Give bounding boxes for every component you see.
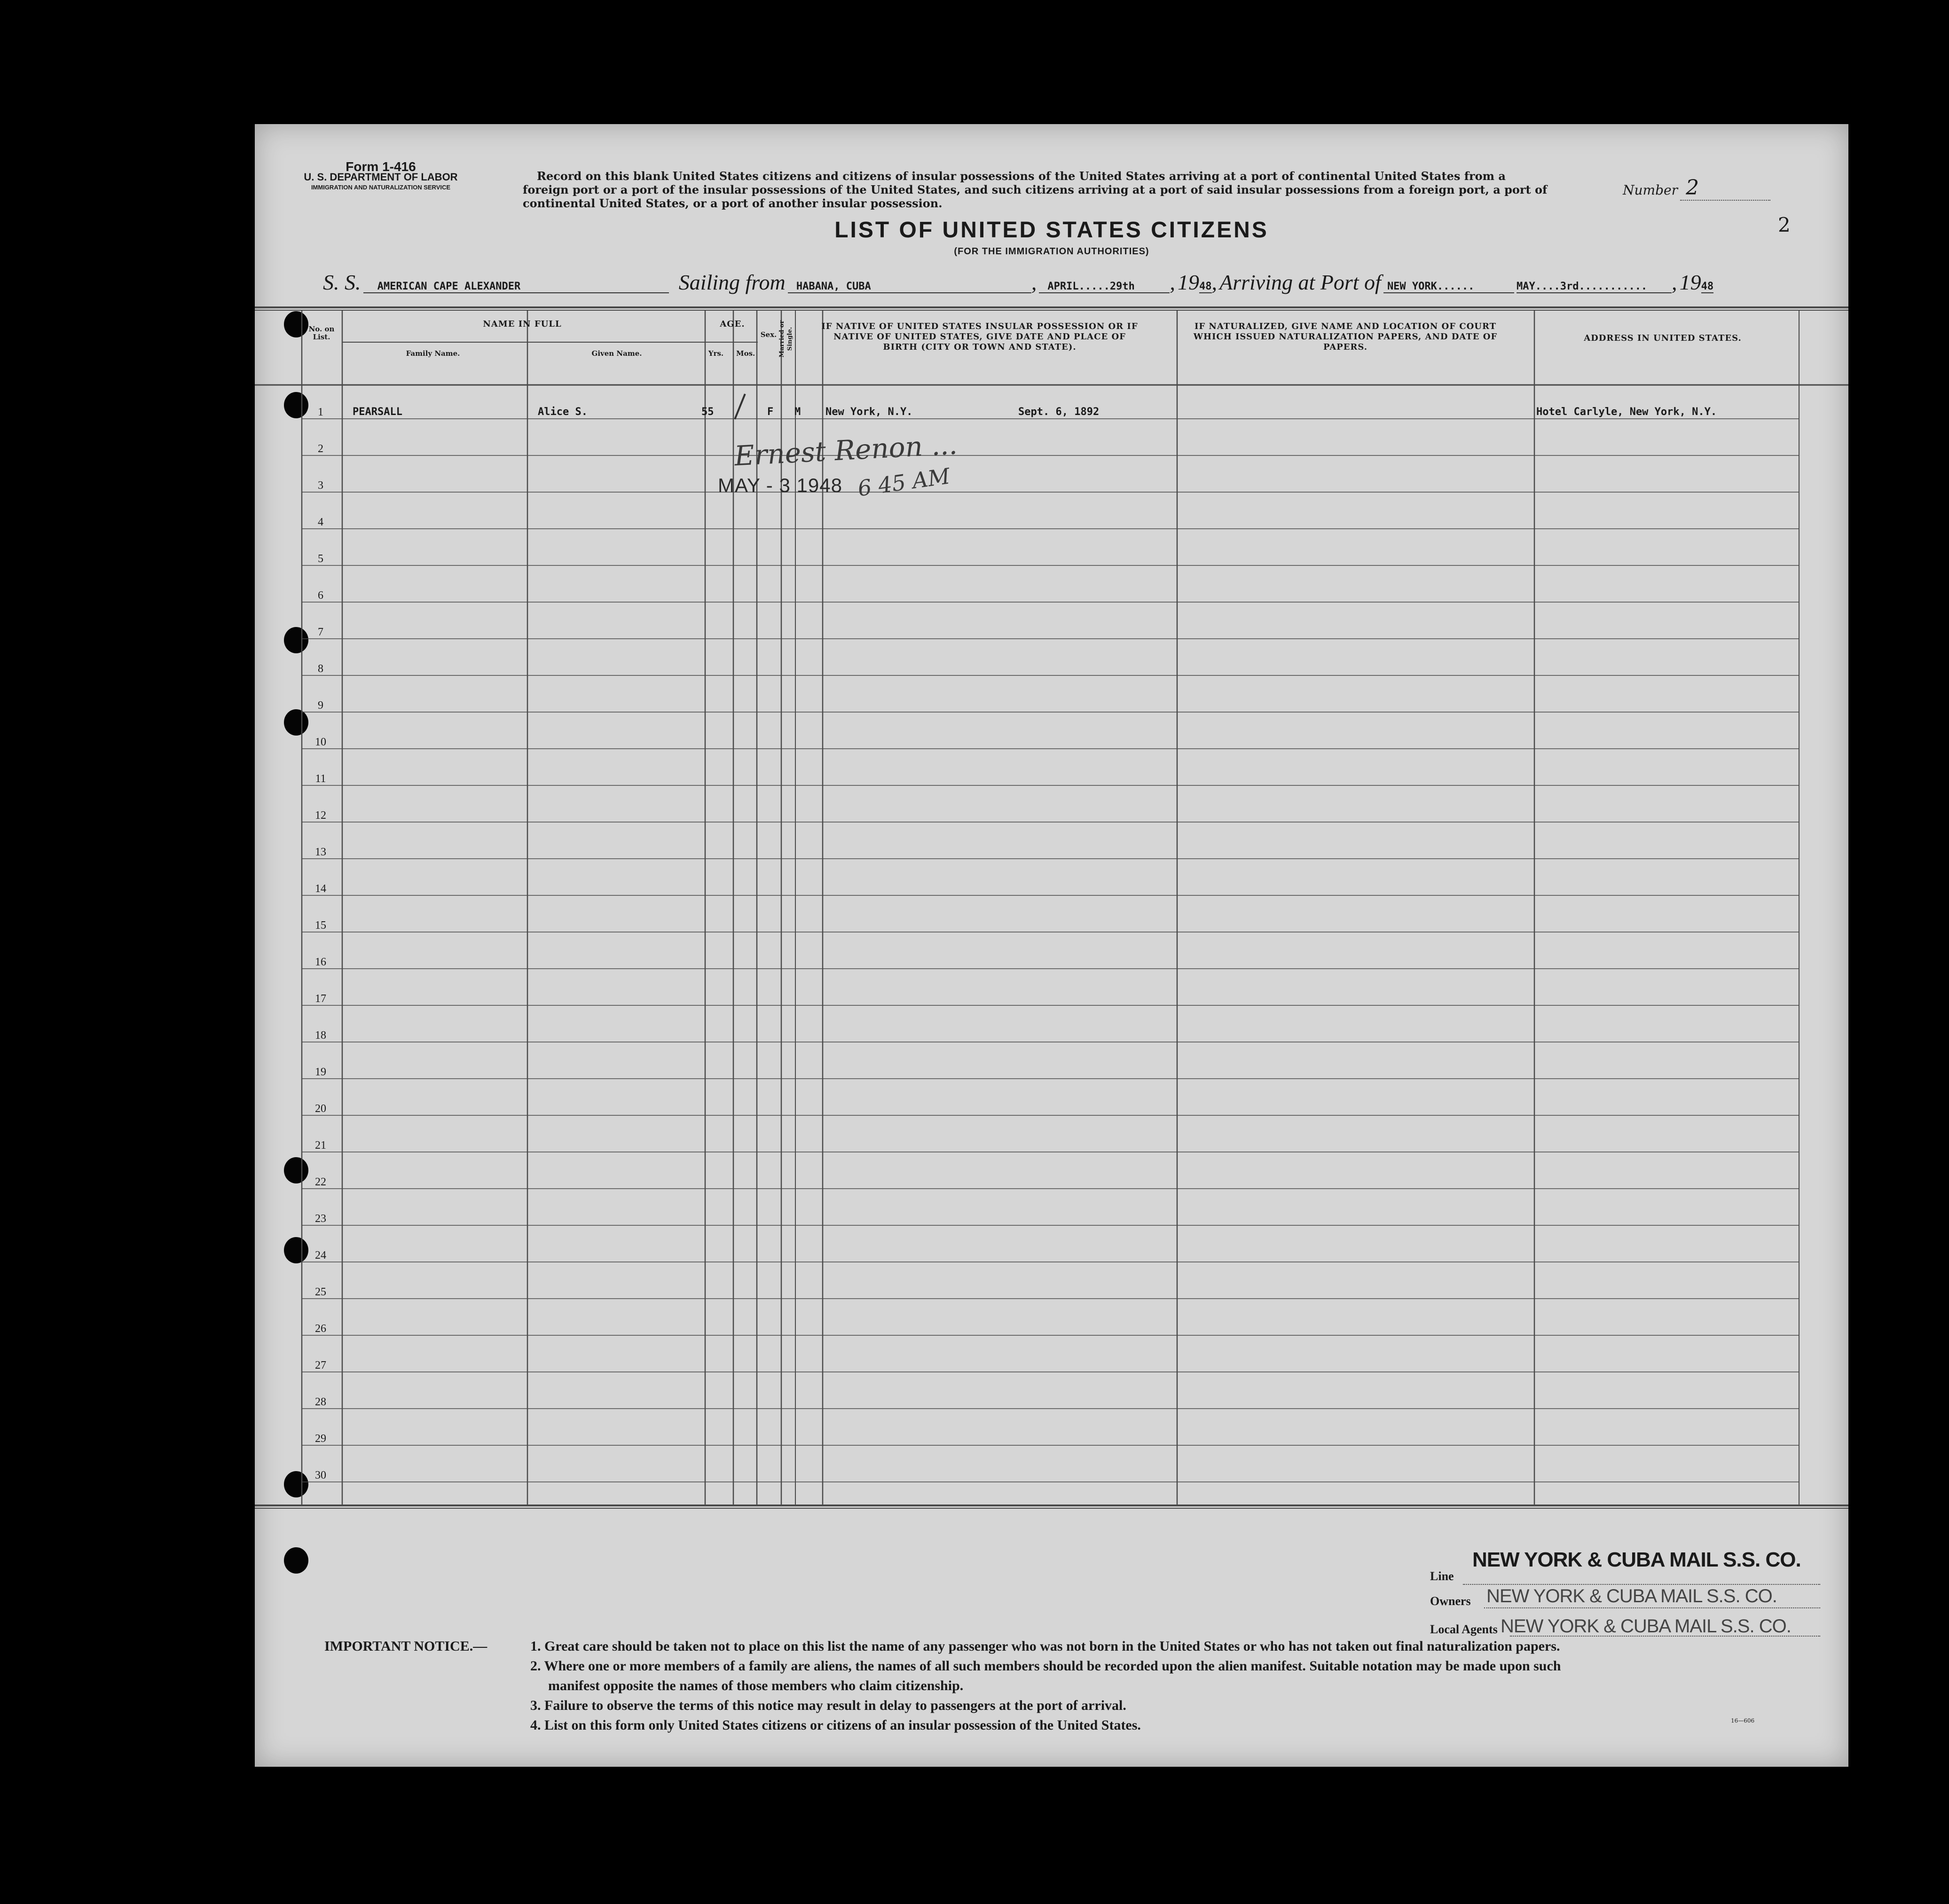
row-number: 2	[318, 443, 323, 455]
agents-block	[1430, 1548, 1820, 1642]
col-header-given: Given Name.	[591, 349, 642, 358]
number-label: Number	[1623, 182, 1678, 198]
notice-item-3: 3. Failure to observe the terms of this notice may result in delay to passengers at the port of arrival.	[530, 1698, 1126, 1713]
depart-year-prefix: 19	[1178, 270, 1200, 294]
local-agents-value: NEW YORK & CUBA MAIL S.S. CO.	[1501, 1616, 1791, 1637]
age-years: 55	[701, 406, 714, 418]
sex: F	[767, 406, 774, 418]
important-notice	[324, 1637, 1843, 1735]
given-name: Alice S.	[538, 406, 588, 418]
notice-heading: IMPORTANT NOTICE.—	[324, 1638, 487, 1654]
col-header-native: IF NATIVE OF UNITED STATES INSULAR POSSESSION OR IF NATIVE OF UNITED STATES, GIVE DATE AND PLACE OF BIRTH (CITY OR TOWN AND STATE).	[821, 321, 1138, 352]
row-number: 11	[315, 773, 326, 785]
col-header-family: Family Name.	[406, 349, 460, 358]
form-number: Form 1-416	[346, 159, 416, 174]
birth-date: Sept. 6, 1892	[1018, 406, 1100, 418]
row-number: 9	[318, 699, 323, 712]
col-header-naturalized: IF NATURALIZED, GIVE NAME AND LOCATION OF COURT WHICH ISSUED NATURALIZATION PAPERS, AND DATE OF PAPERS.	[1193, 321, 1498, 352]
row-number: 28	[315, 1396, 326, 1408]
ss-label: S. S.	[323, 270, 361, 294]
printer-mark: 16—606	[1731, 1717, 1755, 1724]
sailing-from: HABANA, CUBA	[788, 281, 1031, 293]
row-number: 1	[318, 406, 323, 418]
family-name: PEARSALL	[353, 406, 402, 418]
manifest-sheet	[255, 124, 1848, 1767]
line-label: Line	[1430, 1569, 1454, 1583]
row-number: 16	[315, 956, 326, 968]
arrival-year-prefix: 19	[1679, 270, 1701, 294]
service-name: IMMIGRATION AND NATURALIZATION SERVICE	[311, 184, 451, 191]
row-number: 29	[315, 1433, 326, 1445]
col-header-name: NAME IN FULL	[483, 319, 562, 329]
col-header-marital: Married or Single.	[778, 320, 794, 358]
local-agents-label: Local Agents	[1430, 1622, 1498, 1636]
notice-item-1: 1. Great care should be taken not to place on this list the name of any passenger who was not born in the United States or who has not taken out final naturalization papers.	[530, 1638, 1560, 1654]
row-number: 5	[318, 553, 323, 565]
owners-label: Owners	[1430, 1594, 1471, 1608]
arrival-time-note: 6 45 AM	[856, 463, 952, 501]
row-number: 30	[315, 1469, 326, 1481]
form-instructions: Record on this blank United States citizens and citizens of insular possessions of the United States arriving at a port of continental United States from a foreign port or a port of the insular possessions of the United States, and such citizens arriving at a port of said insular possessions from a foreign port, a port of continental United States, or a port of another insular possession.	[523, 169, 1548, 210]
row-number: 20	[315, 1103, 326, 1115]
col-header-yrs: Yrs.	[708, 349, 724, 358]
row-number: 14	[315, 883, 326, 895]
notice-item-4: 4. List on this form only United States citizens or citizens of an insular possession of the United States.	[530, 1717, 1141, 1733]
row-number: 26	[315, 1323, 326, 1335]
manifest-grid	[255, 124, 1848, 1767]
depart-date: APRIL.....29th	[1039, 281, 1170, 293]
col-header-age: AGE.	[720, 319, 745, 329]
depart-year: 48	[1199, 281, 1212, 292]
row-number: 18	[315, 1029, 326, 1042]
sailing-label: Sailing from	[678, 270, 786, 294]
col-header-sex: Sex.	[760, 330, 777, 339]
page-subtitle: (FOR THE IMMIGRATION AUTHORITIES)	[954, 246, 1149, 257]
voyage-line: S. S. AMERICAN CAPE ALEXANDER Sailing from HABANA, CUBA , APRIL.....29th , 1948, Arriving at Port of NEW YORK...... MAY....3rd........... , 1948	[323, 270, 1714, 294]
row-number: 4	[318, 516, 323, 528]
notice-item-2-cont: manifest opposite the names of those members who claim citizenship.	[548, 1678, 964, 1693]
row-number: 10	[315, 736, 326, 748]
birth-place: New York, N.Y.	[825, 406, 913, 418]
marital-status: M	[794, 406, 801, 418]
notice-item-2: 2. Where one or more members of a family are aliens, the names of all such members should be recorded upon the alien manifest. Suitable notation may be made upon such	[530, 1658, 1561, 1674]
arrival-year: 48	[1701, 281, 1714, 292]
ship-name: AMERICAN CAPE ALEXANDER	[363, 281, 669, 293]
row-number: 17	[315, 993, 326, 1005]
row-number: 8	[318, 663, 323, 675]
row-number: 12	[315, 809, 326, 822]
row-number: 21	[315, 1139, 326, 1152]
page-title: LIST OF UNITED STATES CITIZENS	[834, 218, 1269, 243]
col-header-no: No. on List.	[308, 325, 335, 341]
row-number: 13	[315, 846, 326, 858]
row-number: 7	[318, 626, 323, 638]
row-number: 24	[315, 1249, 326, 1261]
row-number: 3	[318, 479, 323, 492]
arrival-date: MAY....3rd...........	[1517, 281, 1672, 293]
row-number: 25	[315, 1286, 326, 1298]
row-number: 22	[315, 1176, 326, 1188]
owners-value: NEW YORK & CUBA MAIL S.S. CO.	[1486, 1586, 1777, 1606]
arrival-date-stamp: MAY - 3 1948	[718, 474, 842, 496]
col-header-address: ADDRESS IN UNITED STATES.	[1584, 333, 1742, 343]
address: Hotel Carlyle, New York, N.Y.	[1536, 406, 1717, 418]
row-number: 27	[315, 1359, 326, 1371]
row-number: 19	[315, 1066, 326, 1078]
row-number: 23	[315, 1213, 326, 1225]
row-number: 6	[318, 589, 323, 602]
col-header-mos: Mos.	[736, 349, 755, 358]
row-number: 15	[315, 919, 326, 932]
arrival-port: NEW YORK......	[1383, 281, 1514, 293]
number-value: 2	[1680, 176, 1770, 201]
line-value: NEW YORK & CUBA MAIL S.S. CO.	[1472, 1548, 1801, 1571]
arriving-label: Arriving at Port of	[1219, 270, 1381, 294]
page-number: 2	[1778, 213, 1791, 236]
department-name: U. S. DEPARTMENT OF LABOR	[304, 171, 458, 183]
inspector-signature: Ernest Renon ...	[733, 428, 959, 472]
